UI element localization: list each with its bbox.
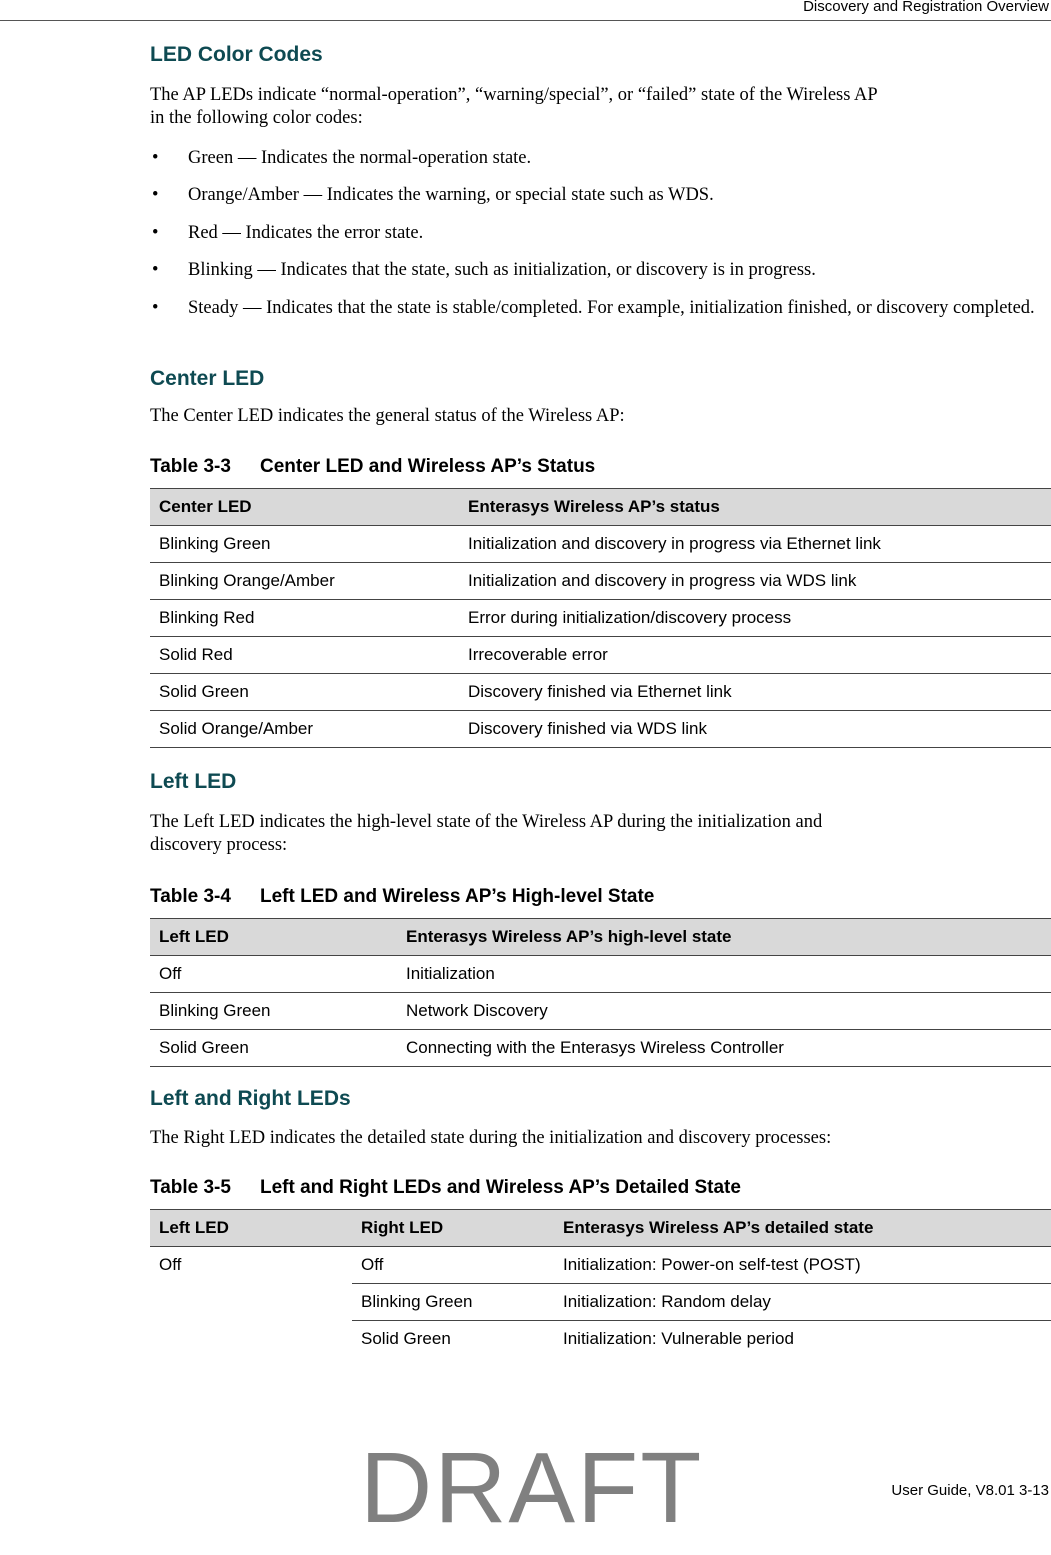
table-cell: Initialization: Power-on self-test (POST) (554, 1247, 1051, 1284)
left-led-intro-line2: discovery process: (150, 835, 288, 855)
color-codes-intro-line1: The AP LEDs indicate “normal-operation”, “warning/special”, or “failed” state of the Wireless AP (150, 85, 878, 105)
bullet-symbol: • (152, 298, 159, 318)
column-header: Enterasys Wireless AP’s detailed state (554, 1210, 1051, 1247)
heading-center-led: Center LED (150, 367, 265, 390)
bullet-item-steady (150, 297, 1039, 320)
center-led-intro: The Center LED indicates the general status of the Wireless AP: (150, 406, 625, 426)
table-row (150, 1247, 1051, 1284)
table-cell: Discovery finished via Ethernet link (459, 674, 1051, 711)
table-cell: Off (150, 956, 397, 993)
bullet-item-green (150, 147, 1039, 170)
left-led-intro-line1: The Left LED indicates the high-level state of the Wireless AP during the initialization and (150, 812, 823, 832)
bullet-symbol: • (152, 223, 159, 243)
bullet-item-orange (150, 184, 1039, 207)
table-cell: Solid Green (150, 674, 459, 711)
table-cell: Irrecoverable error (459, 637, 1051, 674)
table-header-row (150, 919, 1051, 956)
table-caption-3-3 (150, 456, 595, 478)
table-cell: Solid Orange/Amber (150, 711, 459, 748)
table-number: Table 3-4 (150, 886, 231, 907)
table-row (150, 993, 1051, 1030)
heading-left-right-leds: Left and Right LEDs (150, 1087, 351, 1110)
table-center-led (150, 488, 1051, 748)
table-title: Center LED and Wireless AP’s Status (260, 456, 596, 477)
table-cell: Initialization (397, 956, 1051, 993)
page-footer: User Guide, V8.01 3-13 (891, 1482, 1049, 1499)
table-row (150, 563, 1051, 600)
left-right-leds-intro: The Right LED indicates the detailed state during the initialization and discovery processes: (150, 1128, 832, 1148)
table-cell: Network Discovery (397, 993, 1051, 1030)
bullet-item-red (150, 222, 1039, 245)
column-header: Left LED (150, 919, 397, 956)
table-cell: Blinking Orange/Amber (150, 563, 459, 600)
column-header: Enterasys Wireless AP’s high-level state (397, 919, 1051, 956)
bullet-text: Green — Indicates the normal-operation state. (188, 148, 532, 168)
table-cell: Solid Green (361, 1329, 451, 1348)
table-cell: Solid Red (150, 637, 459, 674)
column-header: Right LED (352, 1210, 554, 1247)
heading-led-color-codes: LED Color Codes (150, 43, 323, 66)
table-row (150, 1030, 1051, 1067)
table-cell-left-led: Off (159, 1255, 182, 1275)
table-number: Table 3-3 (150, 456, 231, 477)
table-cell: Initialization: Random delay (554, 1284, 1051, 1321)
table-title: Left and Right LEDs and Wireless AP’s Detailed State (260, 1177, 741, 1198)
bullet-symbol: • (152, 260, 159, 280)
column-header: Center LED (150, 489, 459, 526)
table-row (150, 526, 1051, 563)
table-caption-3-5 (150, 1177, 741, 1199)
bullet-text: Red — Indicates the error state. (188, 223, 424, 243)
table-left-right-leds (150, 1209, 1051, 1357)
table-number: Table 3-5 (150, 1177, 231, 1198)
table-header-row (150, 1210, 1051, 1247)
running-header: Discovery and Registration Overview (803, 0, 1049, 15)
table-cell: Initialization and discovery in progress via Ethernet link (459, 526, 1051, 563)
table-row (150, 956, 1051, 993)
table-row (150, 1284, 1051, 1321)
table-row (150, 711, 1051, 748)
table-left-led (150, 918, 1051, 1067)
header-divider (0, 20, 1051, 21)
table-caption-3-4 (150, 886, 654, 908)
table-cell: Off (352, 1247, 554, 1284)
table-cell-empty (150, 1284, 352, 1321)
color-codes-intro (150, 84, 1049, 130)
heading-left-led: Left LED (150, 770, 237, 793)
table-cell: Blinking Green (150, 993, 397, 1030)
table-cell: Blinking Green (352, 1284, 554, 1321)
table-cell-empty (150, 1321, 352, 1358)
bullet-text: Orange/Amber — Indicates the warning, or special state such as WDS. (188, 185, 714, 205)
table-cell: Error during initialization/discovery process (459, 600, 1051, 637)
bullet-item-blinking (150, 259, 1039, 282)
column-header: Left LED (150, 1210, 352, 1247)
table-cell: Initialization: Vulnerable period (563, 1329, 794, 1348)
table-cell: Blinking Green (150, 526, 459, 563)
table-row (150, 600, 1051, 637)
table-row (150, 637, 1051, 674)
left-led-intro (150, 811, 1049, 857)
table-row (150, 1321, 1051, 1358)
table-header-row (150, 489, 1051, 526)
bullet-text: Steady — Indicates that the state is stable/completed. For example, initialization finished, or discovery completed. (188, 298, 1035, 318)
table-title: Left LED and Wireless AP’s High-level State (260, 886, 655, 907)
color-codes-intro-line2: in the following color codes: (150, 108, 363, 128)
table-cell: Solid Green (150, 1030, 397, 1067)
table-row (150, 674, 1051, 711)
table-cell: Connecting with the Enterasys Wireless Controller (397, 1030, 1051, 1067)
draft-watermark: DRAFT (360, 1432, 704, 1544)
bullet-symbol: • (152, 185, 159, 205)
table-cell: Initialization and discovery in progress via WDS link (459, 563, 1051, 600)
column-header: Enterasys Wireless AP’s status (459, 489, 1051, 526)
bullet-symbol: • (152, 148, 159, 168)
table-cell: Blinking Red (150, 600, 459, 637)
bullet-text: Blinking — Indicates that the state, such as initialization, or discovery is in progress. (188, 260, 816, 280)
table-cell: Discovery finished via WDS link (459, 711, 1051, 748)
